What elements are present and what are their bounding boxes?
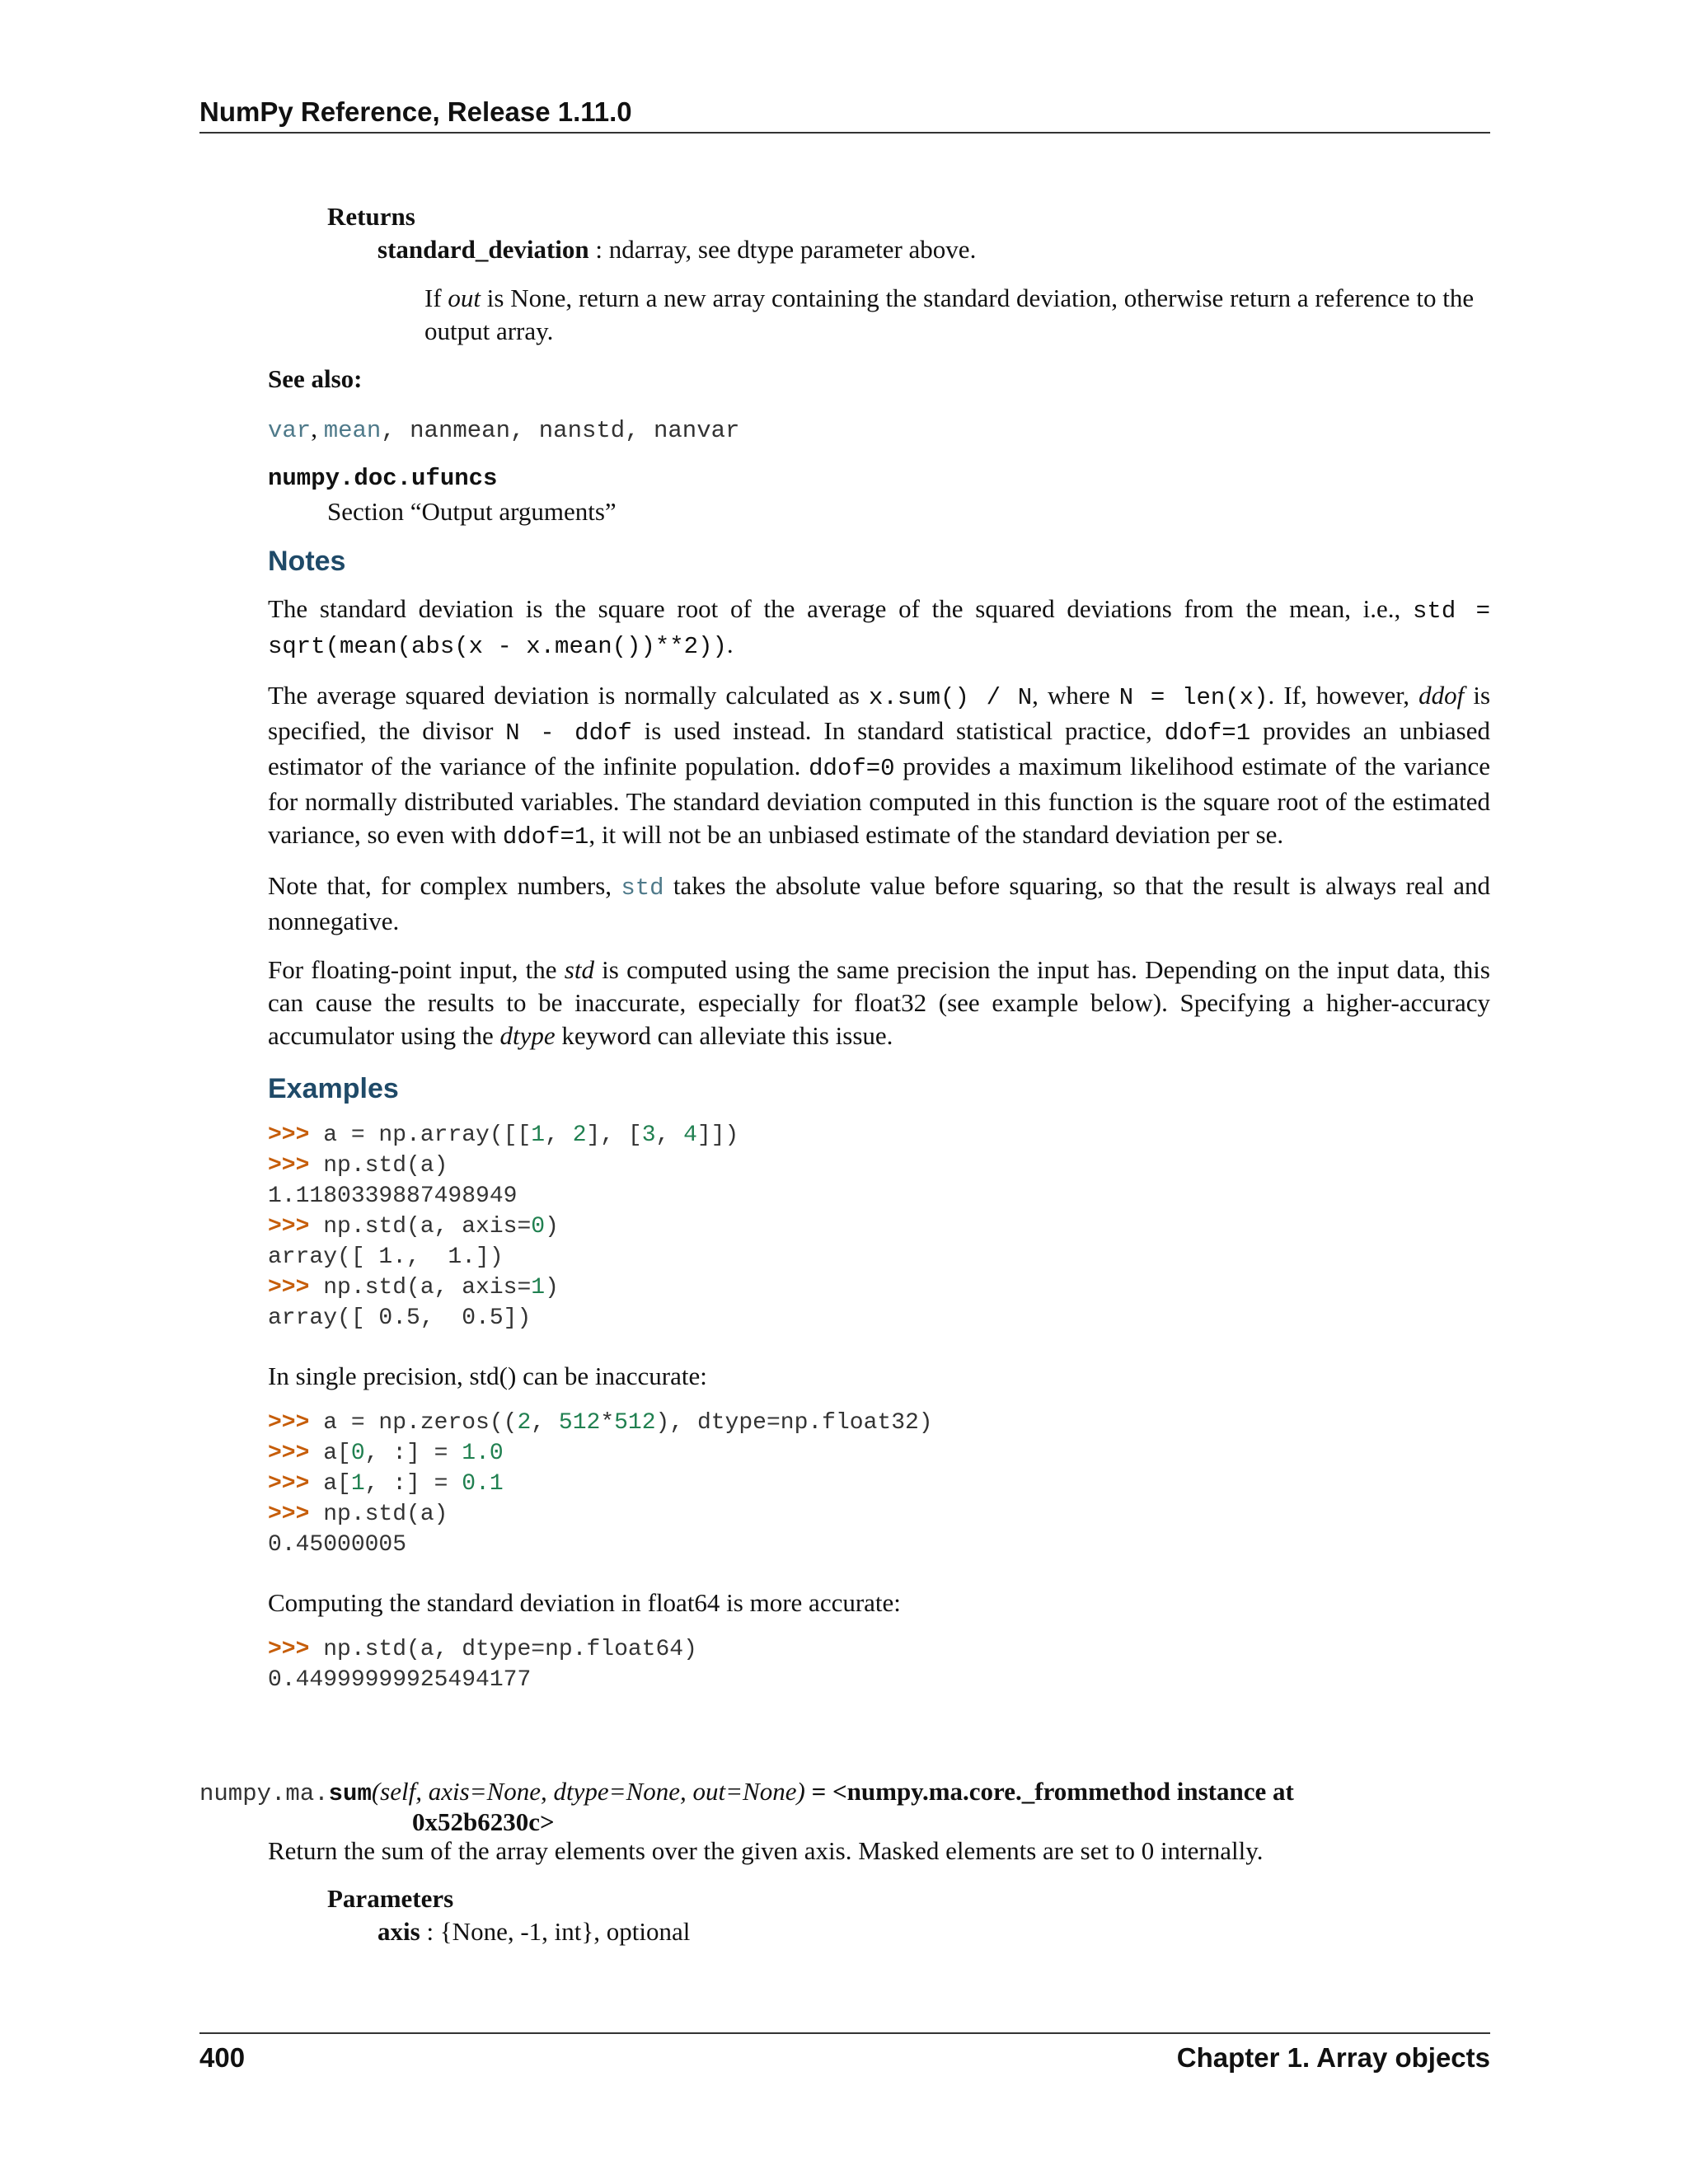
- code-output-3: array([ 0.5, 0.5]): [268, 1305, 532, 1331]
- notes-p2-b: , where: [1032, 681, 1119, 710]
- returns-desc-suffix: is None, return a new array containing the standard deviation, otherwise return a reference to the output array.: [424, 284, 1475, 345]
- notes-p2-ddof: ddof: [1418, 681, 1465, 710]
- notes-p2-code4: ddof=1: [1164, 719, 1251, 747]
- page-footer: [199, 2032, 1490, 2074]
- code-output-1: 1.1180339887498949: [268, 1183, 518, 1209]
- returns-name: standard_deviation: [377, 235, 589, 264]
- notes-p2-code6: ddof=1: [502, 823, 589, 851]
- header-title: NumPy Reference, Release 1.11.0: [199, 96, 632, 127]
- notes-p2-code2: N = len(x): [1118, 684, 1268, 711]
- sum-sig-addr: 0x52b6230c>: [412, 1807, 555, 1836]
- notes-p4-std: std: [564, 955, 594, 984]
- see-also-section: [268, 363, 1490, 528]
- code-block-2: >>> a = np.zeros((2, 512*512), dtype=np.float32) >>> a[0, :] = 1.0 >>> a[1, :] = 0.1 >>> np.std(a) 0.45000005: [268, 1410, 933, 1558]
- examples-section: [268, 1072, 1490, 1695]
- notes-p4: [268, 954, 1490, 1052]
- sum-signature-block: [199, 1776, 1490, 1948]
- examples-heading: Examples: [268, 1073, 399, 1104]
- single-precision-text: In single precision, std() can be inaccurate:: [268, 1361, 707, 1390]
- notes-p1: [268, 593, 1490, 663]
- sum-sig-params: (self, axis=None, dtype=None, out=None): [371, 1777, 805, 1806]
- chapter-title: Chapter 1. Array objects: [1176, 2042, 1490, 2073]
- see-also-list: var, mean, nanmean, nanstd, nanvar: [268, 414, 740, 444]
- sum-sig-assign: = <numpy.ma.core._frommethod instance at: [804, 1777, 1294, 1806]
- notes-p2-code1: x.sum() / N: [869, 684, 1033, 711]
- notes-p2-code5: ddof=0: [809, 755, 895, 782]
- code-output-5: 0.44999999925494177: [268, 1667, 532, 1693]
- notes-p2-a: The average squared deviation is normally calculated as: [268, 681, 870, 710]
- code-output-2: array([ 1., 1.]): [268, 1244, 504, 1270]
- page-content: [268, 200, 1490, 1695]
- code-block-1: >>> a = np.array([[1, 2], [3, 4]]) >>> np.std(a) 1.1180339887498949 >>> np.std(a, axis=0) array([ 1., 1.]) >>> np.std(a, axis=1) array([ 0.5, 0.5]): [268, 1122, 739, 1331]
- notes-p2: [268, 679, 1490, 854]
- notes-p4-dtype: dtype: [499, 1021, 556, 1050]
- float64-text: Computing the standard deviation in float64 is more accurate:: [268, 1588, 901, 1617]
- notes-p2-c: . If, however,: [1268, 681, 1419, 710]
- notes-p3-std-link[interactable]: std: [621, 874, 664, 902]
- sum-signature: [199, 1776, 1490, 1835]
- returns-desc: [424, 282, 1490, 348]
- notes-p4-a: For floating-point input, the: [268, 955, 565, 984]
- sum-param-axis: axis: [377, 1917, 420, 1946]
- notes-p1-code-b: sqrt(mean(abs(x - x.mean())**2)): [268, 633, 727, 660]
- returns-label: Returns: [327, 202, 415, 231]
- sum-params: [327, 1882, 1490, 1948]
- notes-p4-c: keyword can alleviate this issue.: [555, 1021, 893, 1050]
- notes-p2-g: provides a maximum likelihood estimate of the variance for normally distributed variables. The standard deviation computed in this function is the square root of the estimated variance, so even with: [268, 752, 1490, 849]
- notes-p3-b: takes the absolute value before squaring, so that the result is always real and nonnegative.: [268, 871, 1490, 935]
- notes-p3: [268, 869, 1490, 938]
- see-also-plain: , nanmean, nanstd, nanvar: [381, 417, 740, 444]
- ufuncs-desc: Section “Output arguments”: [327, 497, 617, 526]
- sum-sig-name: sum: [328, 1780, 372, 1807]
- notes-p1-end: .: [726, 630, 734, 658]
- sum-sig-module: numpy.ma.: [199, 1780, 329, 1807]
- see-also-link-mean[interactable]: mean: [323, 417, 382, 444]
- notes-heading: Notes: [268, 546, 346, 577]
- sum-param-axis-type: : {None, -1, int}, optional: [420, 1917, 691, 1946]
- code-block-3: >>> np.std(a, dtype=np.float64) 0.44999999925494177: [268, 1637, 697, 1693]
- page-number: 400: [199, 2042, 246, 2073]
- see-also-link-var[interactable]: var: [268, 417, 312, 444]
- code-output-4: 0.45000005: [268, 1532, 407, 1558]
- ufuncs-ref[interactable]: numpy.doc.ufuncs: [268, 465, 498, 492]
- notes-p2-f: provides an unbiased estimator of the variance of the infinite population.: [268, 716, 1490, 780]
- notes-p2-code3: N - ddof: [505, 719, 632, 747]
- notes-p3-a: Note that, for complex numbers,: [268, 871, 621, 900]
- sum-desc: Return the sum of the array elements over the given axis. Masked elements are set to 0 internally.: [268, 1836, 1264, 1865]
- notes-section: [268, 545, 1490, 1052]
- notes-p2-d: is specified, the divisor: [268, 681, 1491, 745]
- notes-p1-code-a: std =: [1413, 598, 1490, 625]
- see-also-label: See also:: [268, 364, 363, 393]
- page-header: [199, 92, 1490, 134]
- notes-p1-text: The standard deviation is the square root of the average of the squared deviations from the mean, i.e.,: [268, 594, 1414, 623]
- notes-p4-b: is computed using the same precision the input has. Depending on the input data, this can cause the results to be inaccurate, especially for float32 (see example below). Specifying a higher-accuracy accumulator using the: [268, 955, 1490, 1050]
- returns-section: [327, 200, 1490, 348]
- returns-type: : ndarray, see dtype parameter above.: [588, 235, 977, 264]
- notes-p2-e: is used instead. In standard statistical practice,: [631, 716, 1165, 745]
- returns-desc-prefix: If: [424, 284, 448, 312]
- returns-desc-out: out: [448, 284, 481, 312]
- notes-p2-h: , it will not be an unbiased estimate of the standard deviation per se.: [588, 820, 1284, 849]
- sum-params-label: Parameters: [327, 1884, 454, 1913]
